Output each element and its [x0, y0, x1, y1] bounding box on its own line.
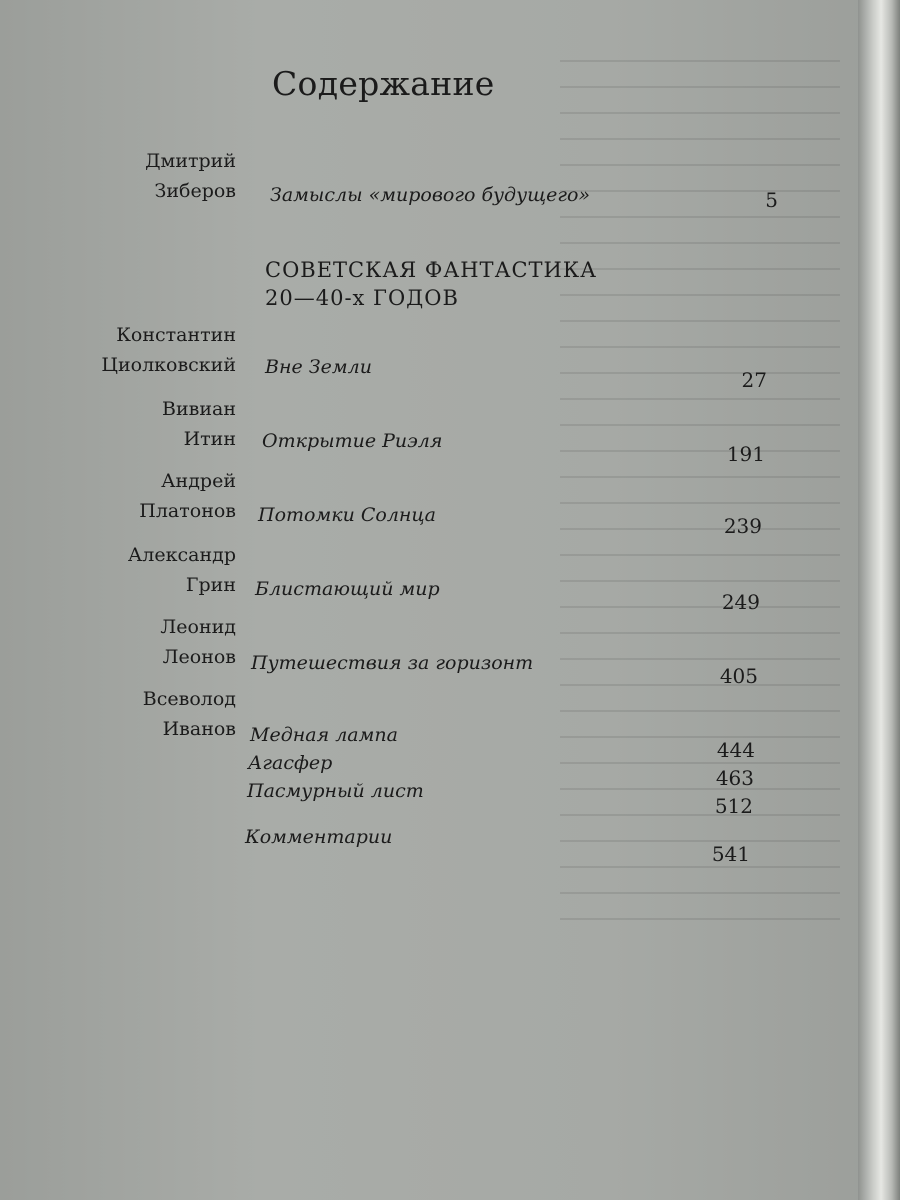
toc-work-title: Открытие Риэля — [262, 430, 443, 452]
author-first-name: Леонид — [160, 616, 236, 638]
author-last-name: Зиберов — [154, 180, 236, 202]
author-first-name: Дмитрий — [145, 150, 236, 172]
toc-author — [145, 146, 236, 206]
toc-work-title: Медная лампа — [250, 724, 398, 746]
toc-author — [160, 612, 236, 672]
author-last-name: Платонов — [139, 500, 236, 522]
bleed-through-text — [560, 60, 840, 920]
author-last-name: Леонов — [162, 646, 236, 668]
toc-page-number: 191 — [726, 442, 765, 466]
author-first-name: Вивиан — [162, 398, 236, 420]
toc-author — [101, 320, 236, 380]
toc-page-number: 249 — [721, 590, 760, 614]
toc-work-title: Комментарии — [245, 826, 393, 848]
page-title: Содержание — [272, 64, 495, 103]
toc-work-title: Потомки Солнца — [258, 504, 437, 526]
page-edge — [858, 0, 900, 1200]
toc-work-title: Пасмурный лист — [247, 780, 424, 802]
author-first-name: Андрей — [161, 470, 236, 492]
toc-page-number: 541 — [711, 842, 750, 866]
toc-page-number: 239 — [723, 514, 762, 538]
toc-page-number: 405 — [719, 664, 758, 688]
author-first-name: Константин — [116, 324, 236, 346]
toc-work-title: Вне Земли — [265, 356, 372, 378]
toc-page-number: 512 — [714, 794, 753, 818]
author-first-name: Александр — [127, 544, 236, 566]
author-last-name: Грин — [185, 574, 236, 596]
toc-author — [162, 394, 236, 454]
toc-page-number: 27 — [741, 368, 767, 392]
toc-page-number: 5 — [765, 188, 778, 212]
author-first-name: Всеволод — [142, 688, 236, 710]
section-heading-line: 20—40-х ГОДОВ — [265, 286, 459, 310]
toc-author — [128, 540, 236, 600]
toc-author — [143, 684, 236, 744]
toc-work-title: Блистающий мир — [255, 578, 440, 600]
author-last-name: Иванов — [162, 718, 236, 740]
toc-author — [139, 466, 236, 526]
toc-work-title: Путешествия за горизонт — [251, 652, 534, 674]
toc-work-title: Агасфер — [248, 752, 333, 774]
toc-page-number: 463 — [715, 766, 754, 790]
toc-page-number: 444 — [716, 738, 755, 762]
section-heading — [265, 256, 597, 312]
section-heading-line: СОВЕТСКАЯ ФАНТАСТИКА — [265, 258, 598, 282]
author-last-name: Итин — [183, 428, 236, 450]
toc-work-title: Замыслы «мирового будущего» — [270, 184, 591, 206]
author-last-name: Циолковский — [101, 354, 236, 376]
